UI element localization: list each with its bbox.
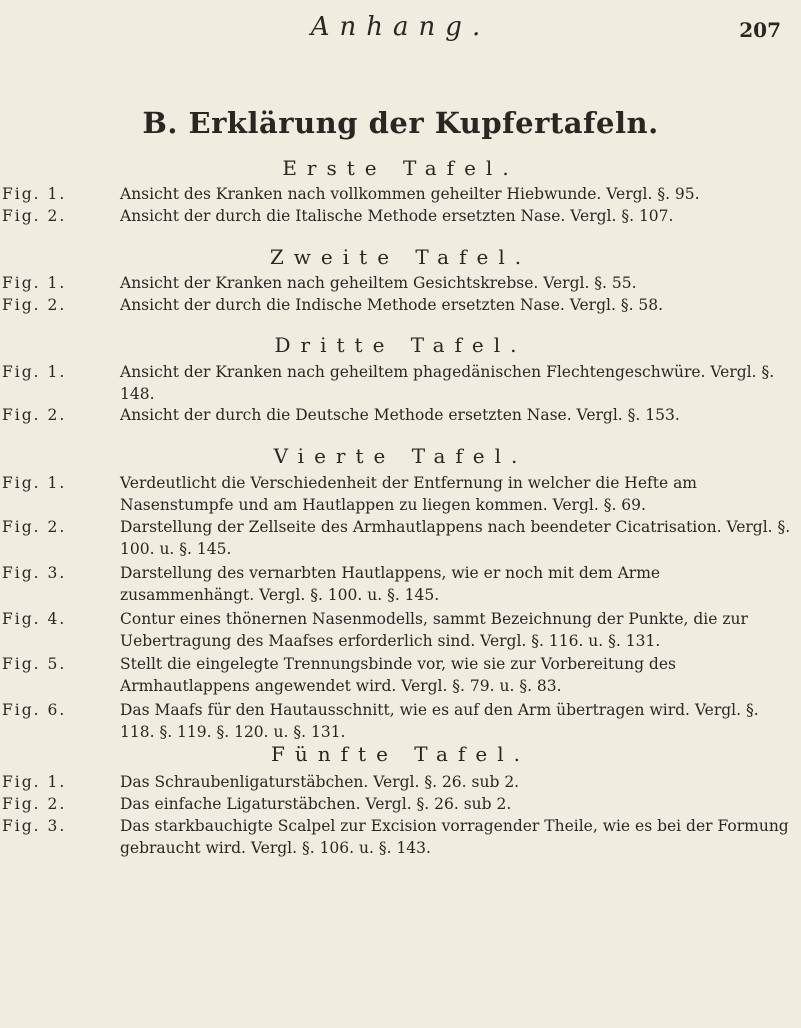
figure-entry [0, 294, 793, 316]
figure-description: Ansicht der Kranken nach geheiltem phagedänischen Flechtengeschwüre. Vergl. §. 148. [120, 363, 775, 403]
figure-entry [0, 516, 793, 560]
figure-description: Ansicht der durch die Italische Methode ersetzten Nase. Vergl. §. 107. [120, 207, 674, 225]
figure-label: Fig. 2. [2, 518, 67, 536]
figure-label: Fig. 1. [2, 363, 67, 381]
figure-label: Fig. 5. [2, 655, 67, 673]
figure-entry [0, 404, 793, 426]
figure-entry [0, 272, 793, 294]
plate-heading-4: Vierte Tafel. [273, 444, 528, 468]
figure-entry [0, 793, 793, 815]
figure-description: Das Schraubenligaturstäbchen. Vergl. §. 26. sub 2. [120, 773, 520, 791]
plate-heading-5: Fünfte Tafel. [271, 742, 530, 766]
figure-entry [0, 608, 793, 652]
figure-description: Das einfache Ligaturstäbchen. Vergl. §. 26. sub 2. [120, 795, 512, 813]
figure-label: Fig. 1. [2, 185, 67, 203]
plate-heading-3: Dritte Tafel. [274, 333, 527, 357]
figure-label: Fig. 2. [2, 795, 67, 813]
figure-description: Ansicht der Kranken nach geheiltem Gesichtskrebse. Vergl. §. 55. [120, 274, 637, 292]
figure-label: Fig. 1. [2, 773, 67, 791]
figure-description: Darstellung des vernarbten Hautlappens, wie er noch mit dem Arme zusammenhängt. Vergl. §. 100. u. §. 145. [120, 564, 661, 604]
figure-label: Fig. 2. [2, 406, 67, 424]
figure-label: Fig. 1. [2, 274, 67, 292]
figure-entry [0, 771, 793, 793]
figure-label: Fig. 3. [2, 817, 67, 835]
figure-label: Fig. 1. [2, 474, 67, 492]
figure-description: Contur eines thönernen Nasenmodells, sammt Bezeichnung der Punkte, die zur Uebertragung des Maafses erforderlich sind. Vergl. §. 116. u. §. 131. [120, 610, 748, 650]
plate-heading-1: Erste Tafel. [282, 156, 519, 180]
figure-description: Stellt die eingelegte Trennungsbinde vor, wie sie zur Vorbereitung des Armhautlappens angewendet wird. Vergl. §. 79. u. §. 83. [120, 655, 676, 695]
figure-entry [0, 183, 793, 205]
figure-entry [0, 815, 793, 859]
figure-label: Fig. 2. [2, 296, 67, 314]
figure-description: Darstellung der Zellseite des Armhautlappens nach beendeter Cicatrisation. Vergl. §. 100. u. §. 145. [120, 518, 791, 558]
plate-heading-2: Zweite Tafel. [269, 245, 532, 269]
page-number: 207 [739, 18, 781, 42]
figure-entry [0, 562, 793, 606]
figure-label: Fig. 4. [2, 610, 67, 628]
figure-description: Das starkbauchigte Scalpel zur Excision vorragender Theile, wie es bei der Formung gebraucht wird. Vergl. §. 106. u. §. 143. [120, 817, 789, 857]
figure-entry [0, 472, 793, 516]
section-title: B. Erklärung der Kupfertafeln. [142, 106, 659, 140]
figure-description: Das Maafs für den Hautausschnitt, wie es auf den Arm übertragen wird. Vergl. §. 118. §. 119. §. 120. u. §. 131. [120, 701, 759, 741]
figure-entry [0, 699, 793, 743]
running-head [0, 12, 801, 42]
figure-description: Ansicht des Kranken nach vollkommen geheilter Hiebwunde. Vergl. §. 95. [120, 185, 700, 203]
figure-description: Ansicht der durch die Deutsche Methode ersetzten Nase. Vergl. §. 153. [120, 406, 680, 424]
figure-description: Ansicht der durch die Indische Methode ersetzten Nase. Vergl. §. 58. [120, 296, 664, 314]
figure-label: Fig. 2. [2, 207, 67, 225]
figure-entry [0, 361, 793, 405]
figure-label: Fig. 6. [2, 701, 67, 719]
figure-description: Verdeutlicht die Verschiedenheit der Entfernung in welcher die Hefte am Nasenstumpfe und am Hautlappen zu liegen kommen. Vergl. §. 69. [120, 474, 698, 514]
running-title: Anhang. [310, 12, 491, 42]
figure-entry [0, 653, 793, 697]
figure-entry [0, 205, 793, 227]
figure-label: Fig. 3. [2, 564, 67, 582]
